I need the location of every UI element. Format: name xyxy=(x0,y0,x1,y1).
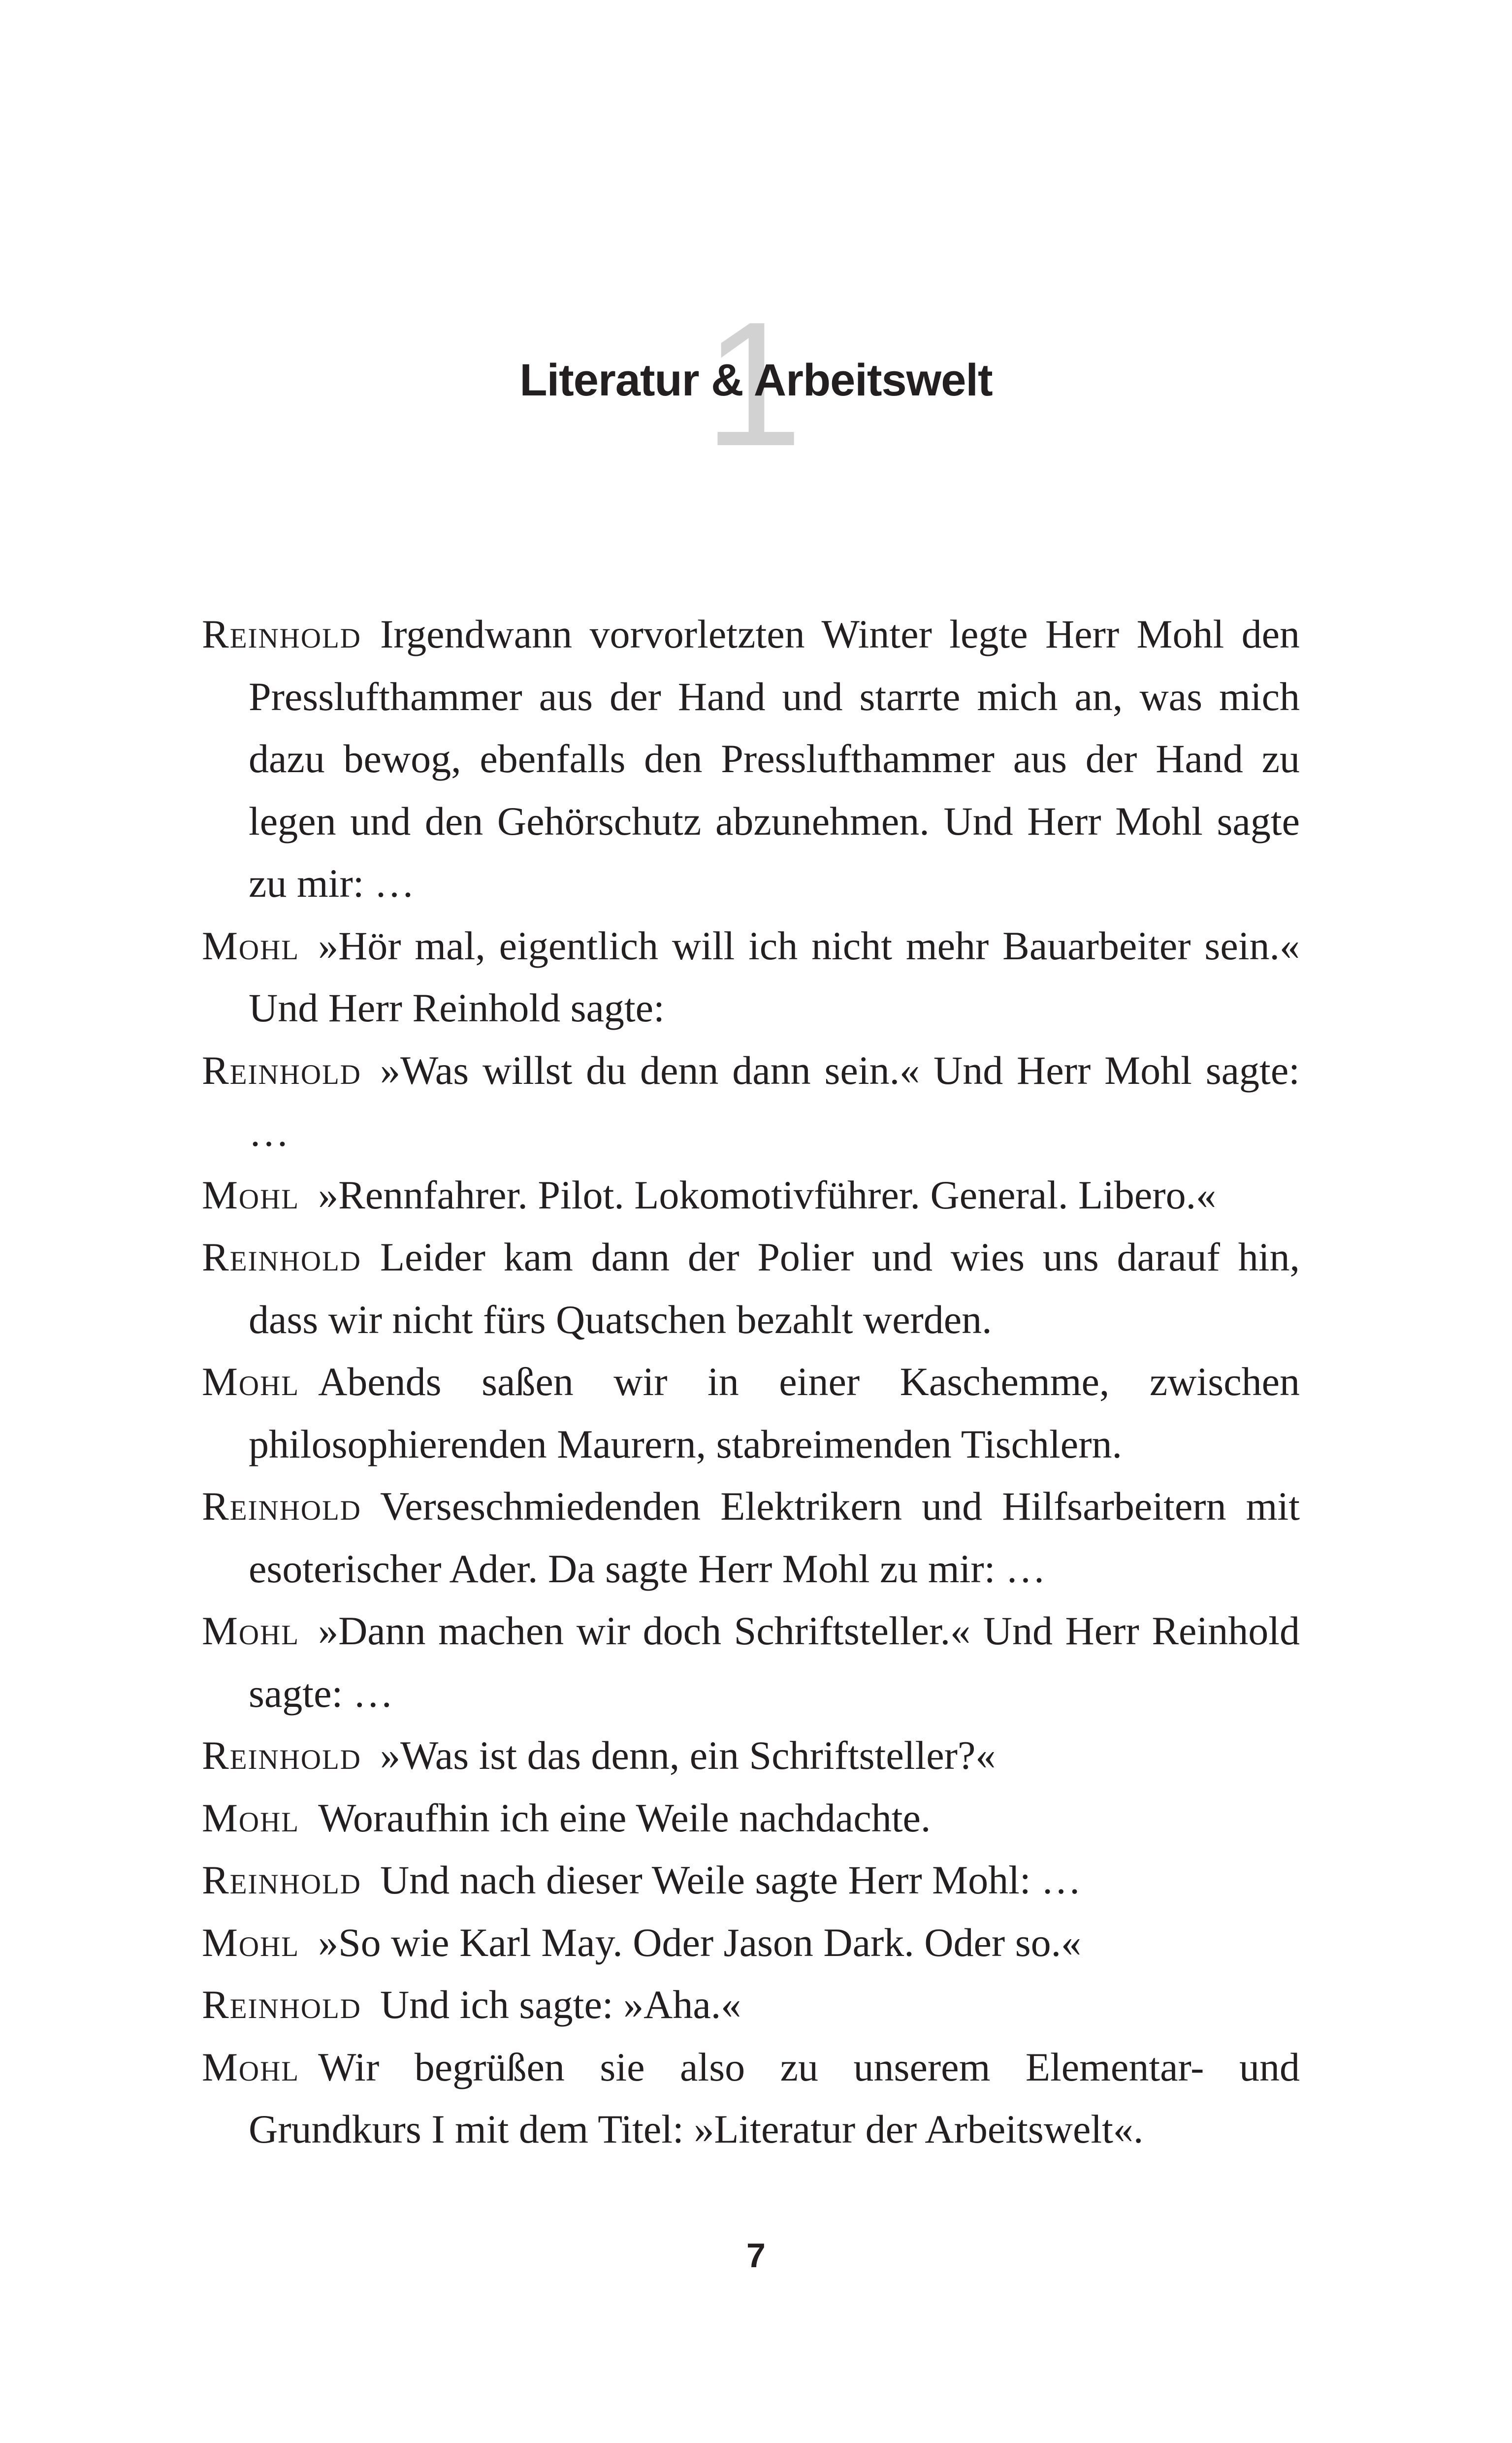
chapter-heading xyxy=(0,285,1512,483)
dialogue-entry xyxy=(202,1725,1300,1787)
dialogue-entry xyxy=(202,1040,1300,1164)
dialogue-line: Verseschmiedenden Elektrikern und Hilfsarbeitern mit esoterischer Ader. Da sagte Herr Mohl zu mir: … xyxy=(249,1484,1300,1591)
dialogue-entry xyxy=(202,1226,1300,1351)
dialogue-line: Irgendwann vorvorletzten Winter legte Herr Mohl den Presslufthammer aus der Hand und starrte mich an, was mich dazu bewog, ebenfalls den Presslufthammer aus der Hand zu legen und den Gehörschutz abzunehmen. Und Herr Mohl sagte zu mir: … xyxy=(249,612,1300,906)
dialogue-entry xyxy=(202,1912,1300,1974)
dialogue-entry xyxy=(202,1974,1300,2036)
speaker-name: Reinhold xyxy=(202,1982,361,2027)
dialogue-line: Woraufhin ich eine Weile nachdachte. xyxy=(318,1795,931,1840)
dialogue-line: »Was willst du denn dann sein.« Und Herr Mohl sagte: … xyxy=(249,1047,1300,1155)
speaker-name: Mohl xyxy=(202,2044,300,2089)
speaker-name: Reinhold xyxy=(202,612,361,656)
speaker-name: Mohl xyxy=(202,1795,300,1840)
dialogue-entry xyxy=(202,1351,1300,1475)
speaker-name: Reinhold xyxy=(202,1484,361,1529)
speaker-name: Reinhold xyxy=(202,1857,361,1902)
dialogue-line: Leider kam dann der Polier und wies uns darauf hin, dass wir nicht fürs Quatschen bezahlt werden. xyxy=(249,1235,1300,1342)
dialogue-line: »Rennfahrer. Pilot. Lokomotivführer. General. Libero.« xyxy=(318,1172,1217,1217)
dialogue-line: »So wie Karl May. Oder Jason Dark. Oder so.« xyxy=(318,1920,1082,1965)
dialogue-entry xyxy=(202,2036,1300,2161)
dialogue-line: »Was ist das denn, ein Schriftsteller?« xyxy=(380,1733,996,1778)
speaker-name: Reinhold xyxy=(202,1047,361,1093)
page-number: 7 xyxy=(746,2236,766,2275)
dialogue-line: Abends saßen wir in einer Kaschemme, zwischen philosophierenden Maurern, stabreimenden Tischlern. xyxy=(249,1359,1300,1466)
dialogue-line: Wir begrüßen sie also zu unserem Elementar- und Grundkurs I mit dem Titel: »Literatur der Arbeitswelt«. xyxy=(249,2044,1300,2151)
dialogue-entry xyxy=(202,1600,1300,1725)
dialogue-text xyxy=(202,603,1300,2161)
dialogue-entry xyxy=(202,915,1300,1040)
speaker-name: Mohl xyxy=(202,923,300,968)
speaker-name: Mohl xyxy=(202,1172,300,1217)
dialogue-line: »Dann machen wir doch Schriftsteller.« Und Herr Reinhold sagte: … xyxy=(249,1608,1300,1716)
speaker-name: Reinhold xyxy=(202,1733,361,1778)
dialogue-entry xyxy=(202,1164,1300,1227)
dialogue-line: »Hör mal, eigentlich will ich nicht mehr Bauarbeiter sein.« Und Herr Reinhold sagte: xyxy=(249,923,1300,1030)
dialogue-entry xyxy=(202,603,1300,915)
dialogue-entry xyxy=(202,1787,1300,1850)
speaker-name: Mohl xyxy=(202,1608,300,1653)
dialogue-entry xyxy=(202,1475,1300,1600)
chapter-title: Literatur & Arbeitswelt xyxy=(519,355,993,405)
dialogue-entry xyxy=(202,1849,1300,1912)
dialogue-line: Und ich sagte: »Aha.« xyxy=(380,1982,741,2027)
dialogue-line: Und nach dieser Weile sagte Herr Mohl: … xyxy=(380,1857,1082,1902)
chapter-number: 1 xyxy=(704,285,803,483)
speaker-name: Mohl xyxy=(202,1359,300,1404)
speaker-name: Mohl xyxy=(202,1920,300,1965)
speaker-name: Reinhold xyxy=(202,1235,361,1279)
